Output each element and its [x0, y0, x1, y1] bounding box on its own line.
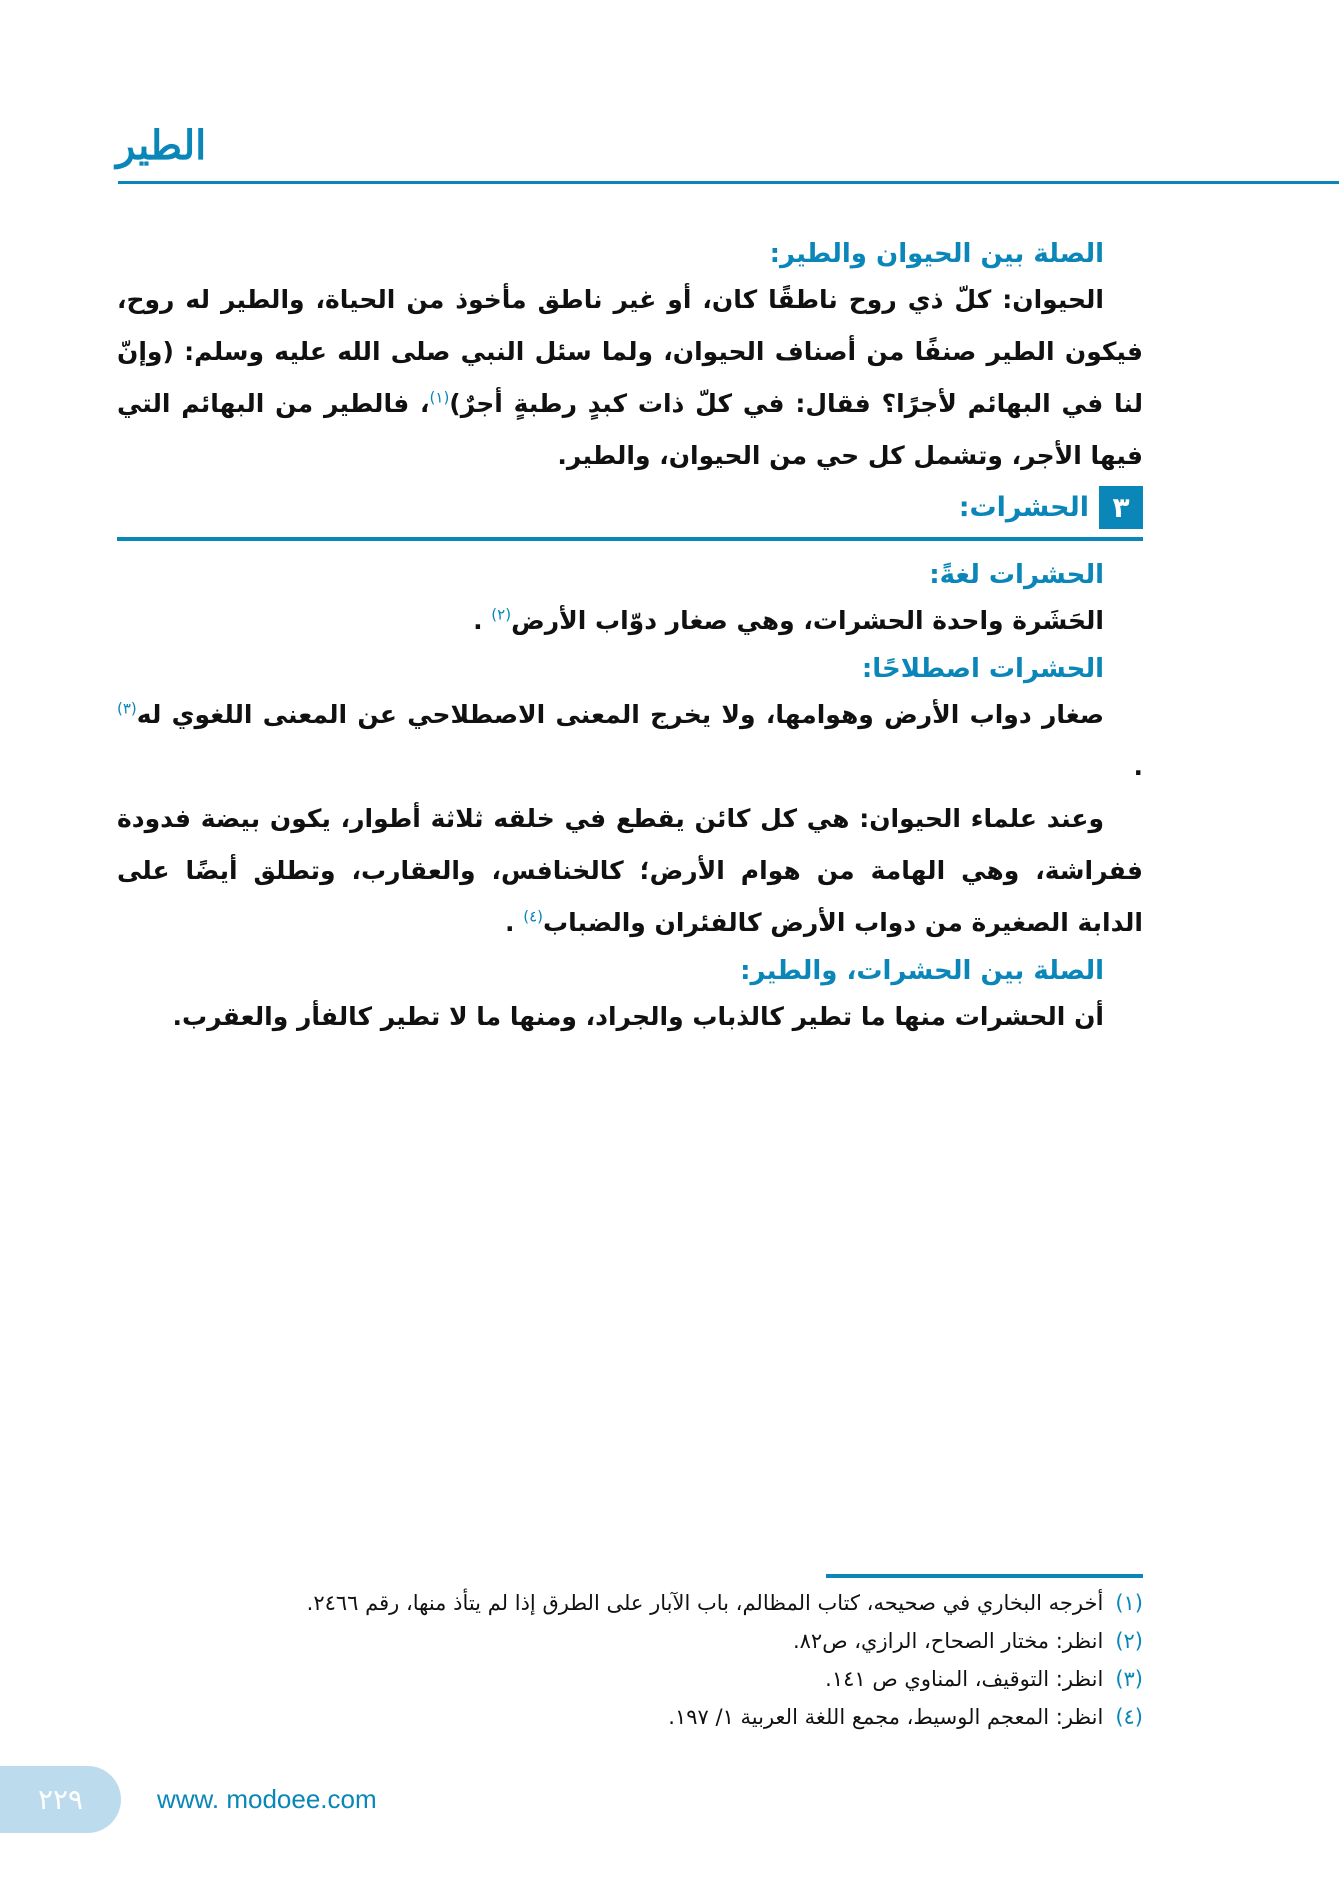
- footnote-divider: [826, 1574, 1143, 1578]
- paragraph-text: أن الحشرات منها ما تطير كالذباب والجراد، ومنها ما لا تطير كالفأر والعقرب.: [172, 1002, 1104, 1031]
- footnote-4: [117, 1698, 1143, 1736]
- paragraph-text: صغار دواب الأرض وهوامها، ولا يخرج المعنى الاصطلاحي عن المعنى اللغوي له: [136, 700, 1104, 729]
- footnote-3: [117, 1660, 1143, 1698]
- footnote-number: (١): [1115, 1591, 1143, 1615]
- footnote-ref-2[interactable]: (٢): [491, 605, 512, 624]
- footnote-text: انظر: التوقيف، المناوي ص ١٤١.: [825, 1667, 1104, 1691]
- website-link[interactable]: www. modoee.com: [157, 1784, 377, 1814]
- paragraph-insects-linguistic: الحَشَرة واحدة الحشرات، وهي صغار دوّاب الأرض$^{(٢)}$ .: [473, 605, 1104, 635]
- paragraph-insects-terminology: صغار دواب الأرض وهوامها، ولا يخرج المعنى الاصطلاحي عن المعنى اللغوي له$^{(٣)}$ . وعند علماء الحيوان: هي كل كائن يقطع في خلقه ثلاثة أطوار، يكون بيضة فدودة ففراشة، وهي الهامة من هوام الأرض؛ كالخنافس، والعقارب، وتطلق أيضًا على الدابة الصغيرة من دواب الأرض كالفئران والضباب$^{(٤)}$ .: [117, 699, 1143, 937]
- section-title-insects: الحشرات:: [958, 492, 1089, 523]
- section-number-badge: ٣: [1099, 486, 1143, 529]
- heading-insects-terminology: الحشرات اصطلاحًا:: [861, 654, 1104, 684]
- section-divider: [117, 537, 1143, 541]
- paragraph-text: ، فالطير من البهائم التي فيها الأجر، وتشمل كل حي من الحيوان، والطير.: [117, 389, 1143, 470]
- footnote-text: انظر: مختار الصحاح، الرازي، ص٨٢.: [792, 1629, 1104, 1653]
- footnote-text: أخرجه البخاري في صحيحه، كتاب المظالم، باب الآبار على الطرق إذا لم يتأذ منها، رقم ٢٤٦٦.: [306, 1591, 1104, 1615]
- main-content: [117, 234, 1143, 1045]
- heading-insects-birds-relation: الصلة بين الحشرات، والطير:: [740, 956, 1104, 986]
- paragraph-animal-bird: [117, 274, 1143, 482]
- chapter-title: الطير: [116, 122, 207, 169]
- footnotes: [117, 1574, 1143, 1736]
- footnote-ref-1[interactable]: (١): [429, 388, 450, 407]
- footnote-text: انظر: المعجم الوسيط، مجمع اللغة العربية ١/ ١٩٧.: [668, 1705, 1104, 1729]
- footnote-2: [117, 1622, 1143, 1660]
- footnote-number: (٤): [1115, 1705, 1143, 1729]
- heading-insects-linguistic: الحشرات لغةً:: [929, 560, 1104, 590]
- footnote-ref-4[interactable]: (٤): [523, 907, 543, 926]
- footnote-ref-3[interactable]: (٣): [117, 699, 137, 718]
- footnote-1: [117, 1584, 1143, 1622]
- section-heading-animal-bird: الصلة بين الحيوان والطير:: [769, 239, 1104, 269]
- footnote-number: (٢): [1115, 1629, 1143, 1653]
- section-header-insects: [117, 486, 1143, 529]
- footnote-number: (٣): [1115, 1667, 1143, 1691]
- paragraph-text: الحيوان: كلّ ذي روح ناطقًا كان، أو غير ناطق مأخوذ من الحياة، والطير له روح، فيكون الطير صنفًا من أصناف الحيوان، ولما سئل النبي صلى الله عليه وسلم: (وإنّ لنا في البهائم لأجرًا؟ فقال: في كلّ ذات كبدٍ رطبةٍ أجرٌ): [117, 285, 1143, 418]
- header-divider: [118, 181, 1339, 184]
- page-number: ٢٢٩: [0, 1766, 121, 1833]
- paragraph-text: الحَشَرة واحدة الحشرات، وهي صغار دوّاب الأرض: [511, 606, 1104, 635]
- paragraph-text: وعند علماء الحيوان: هي كل كائن يقطع في خلقه ثلاثة أطوار، يكون بيضة فدودة ففراشة، وهي الهامة من هوام الأرض؛ كالخنافس، والعقارب، وتطلق أيضًا على الدابة الصغيرة من دواب الأرض كالفئران والضباب: [117, 804, 1143, 937]
- paragraph-insects-birds-relation: [117, 991, 1104, 1043]
